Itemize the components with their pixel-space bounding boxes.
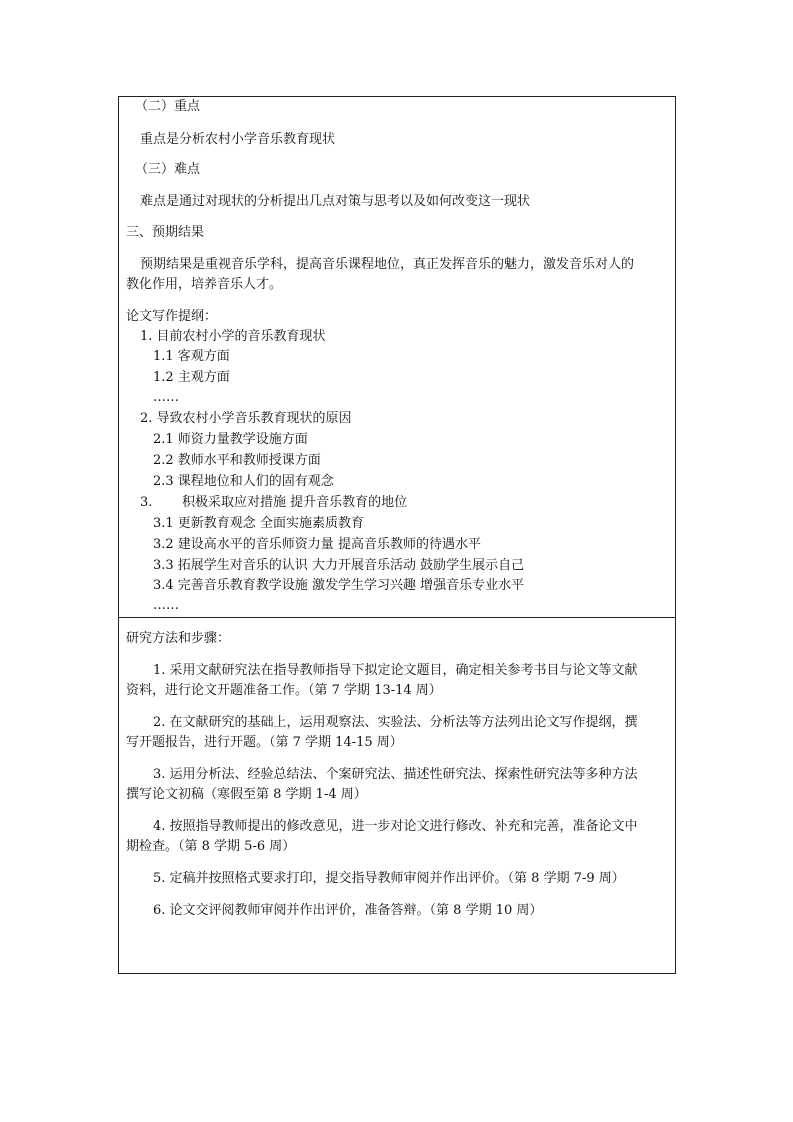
step-1-line-2: 资料，进行论文开题准备工作。（第 7 学期 13-14 周） <box>126 683 442 698</box>
outline-item-3-ellipsis: …… <box>153 598 179 613</box>
outline-item-3-4: 3.4 完善音乐教育教学设施 激发学生学习兴趣 增强音乐专业水平 <box>153 578 525 593</box>
step-4-line-1: 4. 按照指导教师提出的修改意见，进一步对论文进行修改、补充和完善，准备论文中 <box>153 819 638 834</box>
step-2-line-2: 写开题报告，进行开题。（第 7 学期 14-15 周） <box>126 735 403 750</box>
expected-results-line-1: 预期结果是重视音乐学科，提高音乐课程地位，真正发挥音乐的魅力，激发音乐对人的 <box>140 257 635 272</box>
step-3-line-1: 3. 运用分析法、经验总结法、个案研究法、描述性研究法、探索性研究法等多种方法 <box>153 767 638 782</box>
outline-item-2-2: 2.2 教师水平和教师授课方面 <box>153 453 321 468</box>
step-3-line-2: 撰写论文初稿（寒假至第 8 学期 1-4 周） <box>126 787 367 802</box>
heading-key-points: （二）重点 <box>135 99 201 114</box>
step-1-line-1: 1. 采用文献研究法在指导教师指导下拟定论文题目，确定相关参考书目与论文等文献 <box>153 663 638 678</box>
outline-item-3-2: 3.2 建设高水平的音乐师资力量 提高音乐教师的待遇水平 <box>153 537 481 552</box>
table-row-divider <box>118 617 676 618</box>
step-4-line-2: 期检查。（第 8 学期 5-6 周） <box>126 839 296 854</box>
expected-results-line-2: 教化作用，培养音乐人才。 <box>126 277 283 292</box>
outline-item-1-1: 1.1 客观方面 <box>153 349 230 364</box>
outline-item-2: 2. 导致农村小学音乐教育现状的原因 <box>140 411 352 426</box>
methods-title: 研究方法和步骤： <box>126 631 231 646</box>
outline-item-1-ellipsis: …… <box>153 390 179 405</box>
outline-item-3-1: 3.1 更新教育观念 全面实施素质教育 <box>153 516 364 531</box>
difficulties-text: 难点是通过对现状的分析提出几点对策与思考以及如何改变这一现状 <box>140 194 531 209</box>
outline-title: 论文写作提纲： <box>126 309 218 324</box>
outline-item-3-text: 积极采取应对措施 提升音乐教育的地位 <box>182 495 408 510</box>
step-2-line-1: 2. 在文献研究的基础上，运用观察法、实验法、分析法等方法列出论文写作提纲，撰 <box>153 715 638 730</box>
key-points-text: 重点是分析农村小学音乐教育现状 <box>140 132 336 147</box>
step-6: 6. 论文交评阅教师审阅并作出评价，准备答辩。（第 8 学期 10 周） <box>153 903 543 918</box>
heading-difficulties: （三）难点 <box>135 162 201 177</box>
outline-item-2-3: 2.3 课程地位和人们的固有观念 <box>153 474 334 489</box>
outline-item-1-2: 1.2 主观方面 <box>153 370 230 385</box>
outline-item-3-number: 3. <box>140 495 153 510</box>
outline-item-3-3: 3.3 拓展学生对音乐的认识 大力开展音乐活动 鼓励学生展示自己 <box>153 558 525 573</box>
outline-item-1: 1. 目前农村小学的音乐教育现状 <box>140 329 326 344</box>
heading-expected-results: 三、预期结果 <box>126 225 205 240</box>
step-5: 5. 定稿并按照格式要求打印，提交指导教师审阅并作出评价。（第 8 学期 7-9 周） <box>153 871 625 886</box>
outline-item-2-1: 2.1 师资力量教学设施方面 <box>153 432 308 447</box>
